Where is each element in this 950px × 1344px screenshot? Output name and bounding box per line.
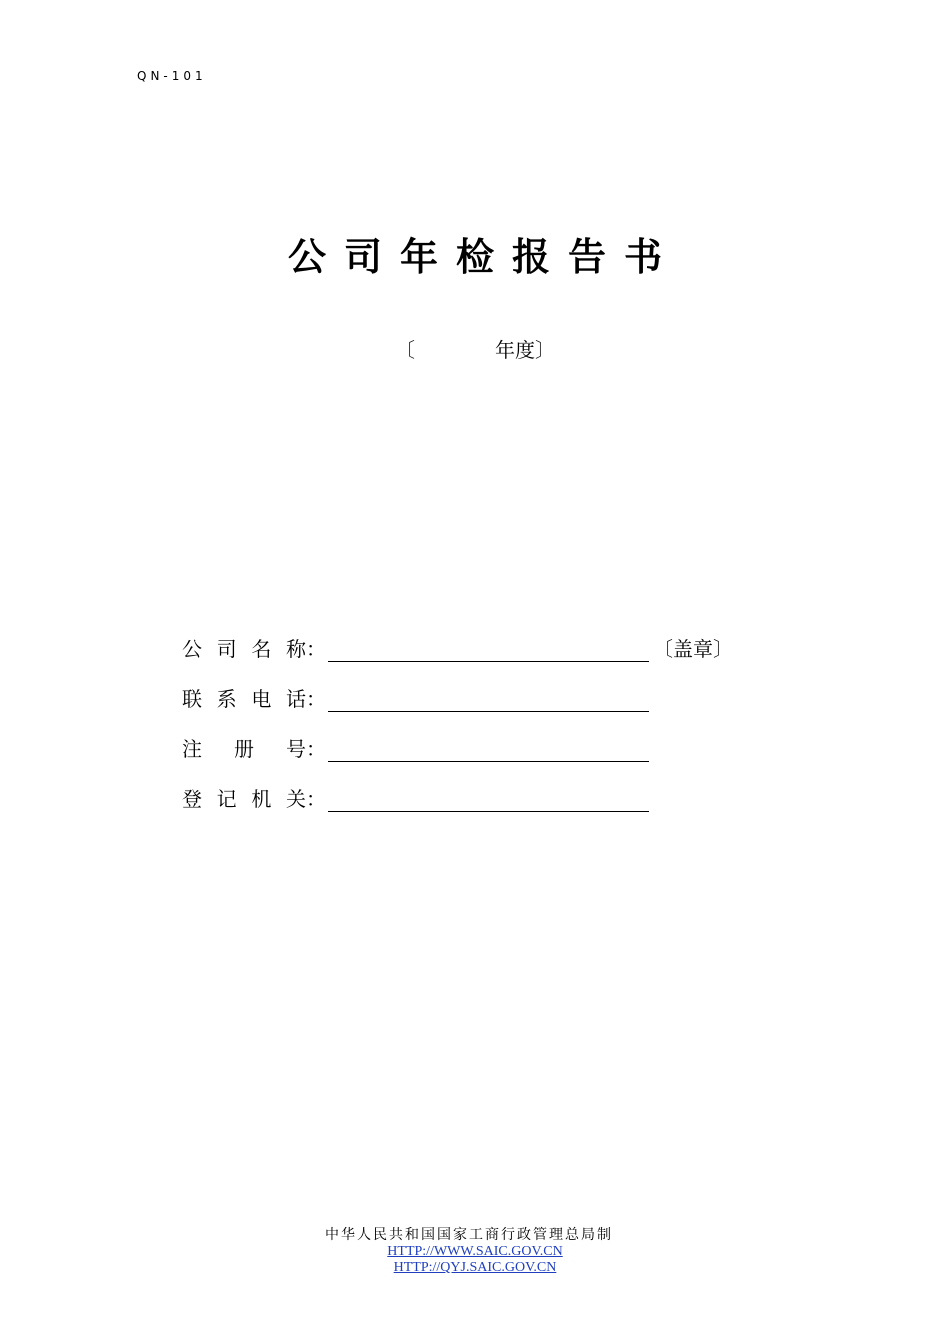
registration-authority-label: 登 记 机 关： [182,787,326,811]
document-title: 公司年检报告书 [287,235,680,279]
contact-phone-field[interactable] [328,685,649,712]
saic-website-link[interactable]: HTTP://WWW.SAIC.GOV.CN [387,1244,563,1259]
contact-phone-row [182,682,649,712]
footer [0,1226,950,1276]
issuer-text: 中华人民共和国国家工商行政管理总局制 [325,1227,613,1243]
contact-phone-label: 联 系 电 话： [182,687,326,711]
company-name-row [182,632,733,662]
form-code: QN-101 [137,69,207,83]
year-label: 年度〕 [495,338,555,362]
qyj-website-link[interactable]: HTTP://QYJ.SAIC.GOV.CN [393,1260,557,1275]
registration-authority-field[interactable] [328,785,649,812]
registration-number-row [182,732,649,762]
registration-number-label: 注 册 号： [182,737,326,761]
company-name-label: 公 司 名 称： [182,637,326,661]
registration-authority-row [182,782,649,812]
company-name-field[interactable] [328,635,649,662]
seal-note: 〔盖章〕 [653,637,733,661]
registration-number-field[interactable] [328,735,649,762]
year-bracket-open: 〔 [395,338,415,362]
year-line [395,334,555,363]
